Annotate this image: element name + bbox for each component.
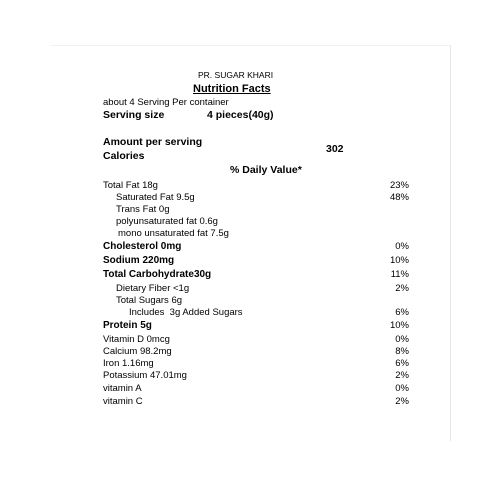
- row-dv-added-sugars: 6%: [395, 307, 409, 318]
- row-label-vitamin-c: vitamin C: [103, 396, 143, 407]
- row-dv-cholesterol: 0%: [395, 241, 409, 252]
- row-label-sodium: Sodium 220mg: [103, 255, 175, 266]
- row-dv-total-carbohydrate: 11%: [390, 269, 409, 280]
- row-label-saturated-fat: Saturated Fat 9.5g: [116, 192, 195, 203]
- daily-value-header: % Daily Value*: [230, 164, 302, 176]
- row-label-added-sugars: Includes 3g Added Sugars: [129, 307, 243, 318]
- row-label-potassium: Potassium 47.01mg: [103, 370, 187, 381]
- row-dv-sodium: 10%: [389, 255, 409, 266]
- row-dv-vitamin-c: 2%: [395, 396, 409, 407]
- row-dv-potassium: 2%: [395, 370, 409, 381]
- amount-per-serving: Amount per serving: [103, 136, 203, 148]
- servings-per-container: about 4 Serving Per container: [103, 97, 229, 108]
- row-label-vitamin-a: vitamin A: [103, 383, 142, 394]
- row-dv-dietary-fiber: 2%: [395, 283, 409, 294]
- row-dv-saturated-fat: 48%: [389, 192, 409, 203]
- row-label-protein: Protein 5g: [103, 320, 152, 331]
- row-label-trans-fat: Trans Fat 0g: [116, 204, 170, 215]
- calories-value: 302: [326, 143, 344, 155]
- calories-label: Calories: [103, 150, 145, 162]
- product-name: PR. SUGAR KHARI: [198, 70, 274, 80]
- row-label-iron: Iron 1.16mg: [103, 358, 154, 369]
- serving-size-label: Serving size: [103, 109, 165, 121]
- row-label-monounsaturated-fat: mono unsaturated fat 7.5g: [118, 228, 229, 239]
- row-dv-vitamin-d: 0%: [395, 334, 409, 345]
- nutrition-facts-title: Nutrition Facts: [193, 83, 271, 95]
- row-dv-protein: 10%: [389, 320, 409, 331]
- row-label-polyunsaturated-fat: polyunsaturated fat 0.6g: [116, 216, 218, 227]
- row-dv-total-fat: 23%: [389, 180, 409, 191]
- row-label-calcium: Calcium 98.2mg: [103, 346, 172, 357]
- row-dv-iron: 6%: [395, 358, 409, 369]
- row-dv-calcium: 8%: [395, 346, 409, 357]
- row-label-total-sugars: Total Sugars 6g: [116, 295, 183, 306]
- row-label-total-fat: Total Fat 18g: [103, 180, 158, 191]
- row-label-dietary-fiber: Dietary Fiber <1g: [116, 283, 190, 294]
- row-label-cholesterol: Cholesterol 0mg: [103, 241, 182, 252]
- row-label-vitamin-d: Vitamin D 0mcg: [103, 334, 170, 345]
- row-dv-vitamin-a: 0%: [395, 383, 409, 394]
- row-label-total-carbohydrate: Total Carbohydrate30g: [103, 269, 212, 280]
- serving-size-value: 4 pieces(40g): [207, 109, 274, 121]
